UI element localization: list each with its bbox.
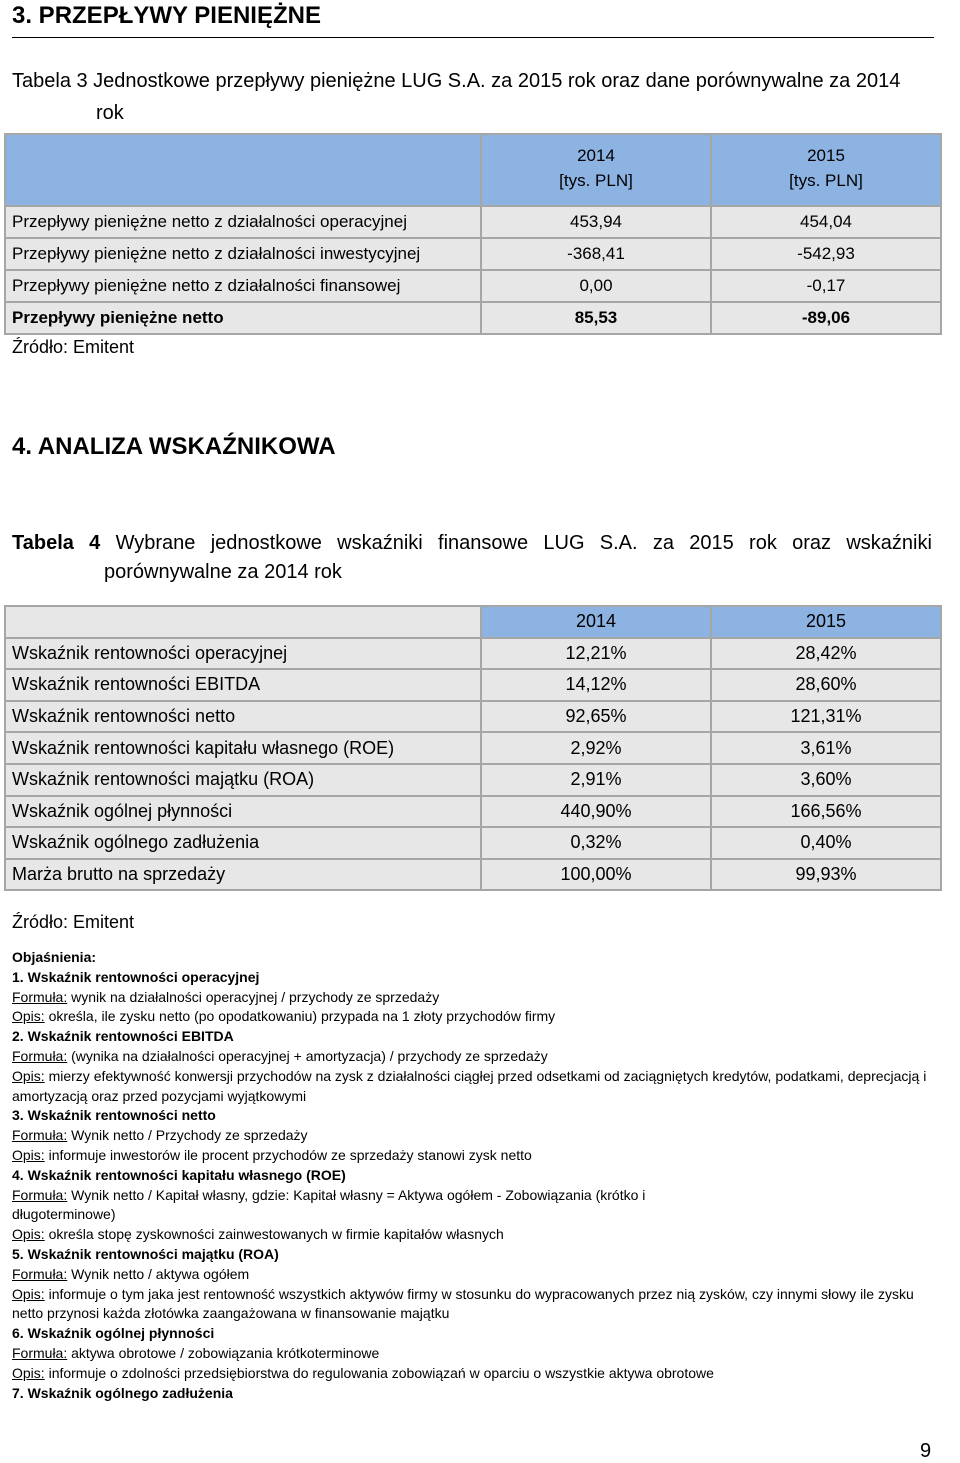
row-label: Marża brutto na sprzedaży <box>6 860 480 890</box>
desc-label: Opis: <box>12 1364 45 1381</box>
heading-rule <box>12 37 934 38</box>
row-label: Wskaźnik rentowności netto <box>6 702 480 732</box>
caption-word: jednostkowe <box>210 532 322 554</box>
note-title: 7. Wskaźnik ogólnego zadłużenia <box>12 1384 233 1401</box>
cell-2015: 0,40% <box>712 828 940 858</box>
header-blank-cell <box>6 135 480 205</box>
note-formula <box>12 1186 692 1226</box>
cell-2015: 3,60% <box>712 765 940 795</box>
cell-2014: 0,00 <box>482 271 710 301</box>
notes-section <box>12 948 942 1403</box>
header-year: 2015 <box>807 146 845 165</box>
note-formula <box>12 1344 942 1364</box>
cell-2014: -368,41 <box>482 239 710 269</box>
cell-2015: 99,93% <box>712 860 940 890</box>
desc-label: Opis: <box>12 1226 45 1243</box>
notes-title: Objaśnienia: <box>12 949 97 965</box>
formula-label: Formuła: <box>12 1127 68 1144</box>
note-title: 3. Wskaźnik rentowności netto <box>12 1107 216 1124</box>
desc-text: informuje o tym jaka jest rentowność wszystkich aktywów firmy w stosunku do wypracowanych przez nią zysków, czy innymi słowy ile zysku netto przynosi każda złotówka zaangażowana w finansowanie majątku <box>12 1285 914 1322</box>
header-unit: [tys. PLN] <box>789 171 863 190</box>
cell-2015: 454,04 <box>712 207 940 237</box>
table-header-row <box>6 607 940 637</box>
caption-word: 4 <box>89 532 101 554</box>
table-row <box>6 670 940 700</box>
table-row <box>6 207 940 237</box>
caption-word: Wybrane <box>115 532 196 554</box>
table-row <box>6 860 940 890</box>
cell-2014: 85,53 <box>482 303 710 333</box>
formula-text: wynik na działalności operacyjnej / przychody ze sprzedaży <box>67 988 440 1005</box>
row-label: Wskaźnik rentowności EBITDA <box>6 670 480 700</box>
cell-2014: 12,21% <box>482 639 710 669</box>
cell-2014: 453,94 <box>482 207 710 237</box>
table-4-caption-line2: porównywalne za 2014 rok <box>104 561 342 583</box>
cell-2014: 2,91% <box>482 765 710 795</box>
cell-2015: 28,60% <box>712 670 940 700</box>
caption-word: oraz <box>792 532 832 554</box>
ratios-table <box>4 605 942 891</box>
table-row <box>6 702 940 732</box>
cell-2014: 0,32% <box>482 828 710 858</box>
table-row <box>6 639 940 669</box>
note-desc <box>12 1067 942 1107</box>
row-label: Przepływy pieniężne netto z działalności inwestycyjnej <box>6 239 480 269</box>
section-3-heading: 3. PRZEPŁYWY PIENIĘŻNE <box>12 2 321 29</box>
cell-2014: 92,65% <box>482 702 710 732</box>
note-title: 1. Wskaźnik rentowności operacyjnej <box>12 968 260 985</box>
formula-text: Wynik netto / Przychody ze sprzedaży <box>67 1127 308 1144</box>
note-desc <box>12 1007 942 1027</box>
caption-word: wskaźniki <box>337 532 423 554</box>
cash-flow-table <box>4 133 942 335</box>
note-desc <box>12 1225 942 1245</box>
table-row <box>6 797 940 827</box>
desc-text: informuje inwestorów ile procent przychodów ze sprzedaży stanowi zysk netto <box>44 1146 532 1163</box>
note-desc <box>12 1364 942 1384</box>
table-row <box>6 765 940 795</box>
note-desc <box>12 1285 942 1325</box>
page-number: 9 <box>920 1440 932 1462</box>
header-2014: 2014 <box>482 607 710 637</box>
caption-word: S.A. <box>599 532 638 554</box>
cell-2014: 14,12% <box>482 670 710 700</box>
note-title: 6. Wskaźnik ogólnej płynności <box>12 1325 215 1342</box>
table-row <box>6 239 940 269</box>
desc-label: Opis: <box>12 1285 45 1302</box>
cell-2015: -542,93 <box>712 239 940 269</box>
caption-word: 2015 <box>689 532 734 554</box>
section-4-heading: 4. ANALIZA WSKAŹNIKOWA <box>12 433 336 460</box>
note-desc <box>12 1146 942 1166</box>
cell-2014: 100,00% <box>482 860 710 890</box>
desc-label: Opis: <box>12 1008 45 1025</box>
desc-text: informuje o zdolności przedsiębiorstwa do regulowania zobowiązań w oparciu o wszystkie aktywa obrotowe <box>44 1364 714 1381</box>
caption-word: wskaźniki <box>846 532 932 554</box>
table-row <box>6 828 940 858</box>
table-3-caption-line1: Tabela 3 Jednostkowe przepływy pieniężne LUG S.A. za 2015 rok oraz dane porównywalne za 2014 <box>12 70 901 92</box>
header-2015: 2015 <box>712 607 940 637</box>
cell-2015: -89,06 <box>712 303 940 333</box>
table-4-caption <box>12 529 932 587</box>
row-label: Przepływy pieniężne netto <box>6 303 480 333</box>
table-header-row <box>6 135 940 205</box>
note-title: 2. Wskaźnik rentowności EBITDA <box>12 1028 234 1045</box>
table-3-caption-line2: rok <box>96 102 124 124</box>
formula-label: Formuła: <box>12 1186 68 1203</box>
row-label: Wskaźnik ogólnego zadłużenia <box>6 828 480 858</box>
table-3-caption <box>12 65 932 129</box>
note-title: 4. Wskaźnik rentowności kapitału własnego (ROE) <box>12 1166 346 1183</box>
table-3-source: Źródło: Emitent <box>12 337 135 357</box>
desc-label: Opis: <box>12 1067 45 1084</box>
row-label: Wskaźnik rentowności kapitału własnego (ROE) <box>6 733 480 763</box>
formula-text: Wynik netto / Kapitał własny, gdzie: Kapitał własny = Aktywa ogółem - Zobowiązania (krótko i długoterminowe) <box>12 1186 646 1223</box>
formula-text: aktywa obrotowe / zobowiązania krótkoterminowe <box>67 1344 380 1361</box>
formula-text: (wynika na działalności operacyjnej + amortyzacja) / przychody ze sprzedaży <box>67 1047 548 1064</box>
note-formula <box>12 1047 942 1067</box>
table-row-total <box>6 303 940 333</box>
note-title: 5. Wskaźnik rentowności majątku (ROA) <box>12 1245 279 1262</box>
caption-word: rok <box>749 532 777 554</box>
caption-word: za <box>652 532 674 554</box>
cell-2014: 440,90% <box>482 797 710 827</box>
cell-2015: 3,61% <box>712 733 940 763</box>
row-label: Wskaźnik rentowności majątku (ROA) <box>6 765 480 795</box>
header-unit: [tys. PLN] <box>559 171 633 190</box>
note-formula <box>12 1126 942 1146</box>
desc-text: mierzy efektywność konwersji przychodów na zysk z działalności ciągłej przed odsetkami od zaciągniętych kredytów, podatkami, deprecjacją i amortyzacją oraz przed pozycjami wyjątkowymi <box>12 1067 927 1104</box>
cell-2014: 2,92% <box>482 733 710 763</box>
header-blank-cell <box>6 607 480 637</box>
note-formula <box>12 988 942 1008</box>
cell-2015: -0,17 <box>712 271 940 301</box>
cell-2015: 121,31% <box>712 702 940 732</box>
cell-2015: 166,56% <box>712 797 940 827</box>
desc-text: określa, ile zysku netto (po opodatkowaniu) przypada na 1 złoty przychodów firmy <box>44 1008 556 1025</box>
header-2014 <box>482 135 710 205</box>
formula-text: Wynik netto / aktywa ogółem <box>67 1265 250 1282</box>
caption-word: Tabela <box>12 532 74 554</box>
formula-label: Formuła: <box>12 988 68 1005</box>
row-label: Przepływy pieniężne netto z działalności operacyjnej <box>6 207 480 237</box>
row-label: Wskaźnik ogólnej płynności <box>6 797 480 827</box>
formula-label: Formuła: <box>12 1047 68 1064</box>
note-formula <box>12 1265 942 1285</box>
row-label: Przepływy pieniężne netto z działalności finansowej <box>6 271 480 301</box>
table-row <box>6 271 940 301</box>
header-2015 <box>712 135 940 205</box>
table-4-caption-line1 <box>12 529 932 558</box>
desc-label: Opis: <box>12 1146 45 1163</box>
formula-label: Formuła: <box>12 1265 68 1282</box>
header-year: 2014 <box>577 146 615 165</box>
row-label: Wskaźnik rentowności operacyjnej <box>6 639 480 669</box>
table-4-source: Źródło: Emitent <box>12 912 135 932</box>
formula-label: Formuła: <box>12 1344 68 1361</box>
desc-text: określa stopę zyskowności zainwestowanych w firmie kapitałów własnych <box>44 1226 504 1243</box>
caption-word: finansowe <box>438 532 529 554</box>
caption-word: LUG <box>543 532 585 554</box>
cell-2015: 28,42% <box>712 639 940 669</box>
table-row <box>6 733 940 763</box>
